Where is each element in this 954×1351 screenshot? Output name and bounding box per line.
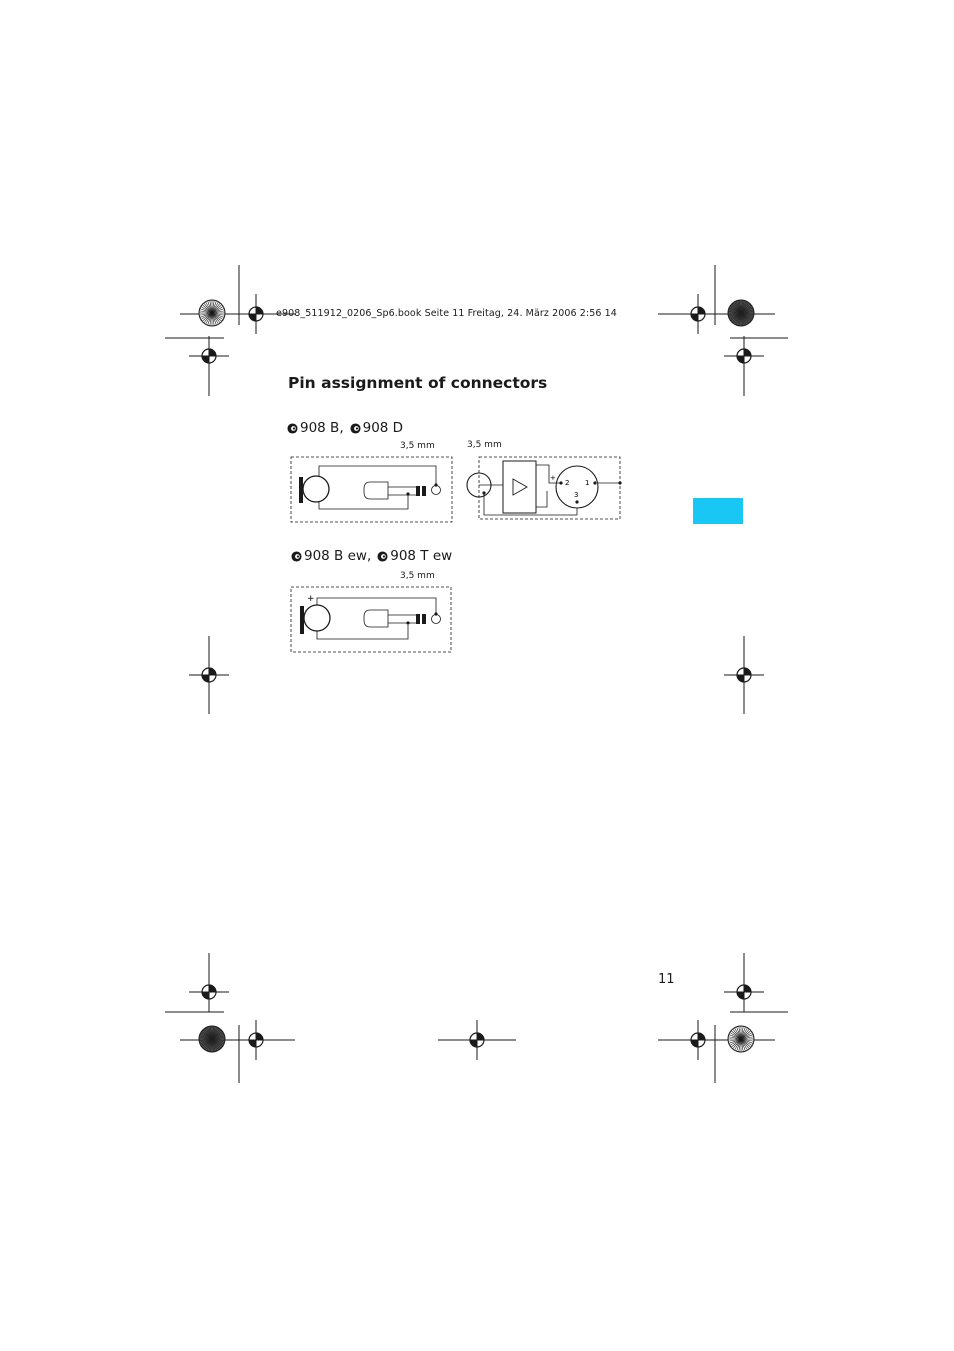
page-number: 11 xyxy=(658,972,675,987)
pin-2-label: 2 xyxy=(565,479,570,487)
starburst-icon xyxy=(199,300,225,326)
xlr-wiring-diagram xyxy=(464,455,624,525)
crosshair-target-icon xyxy=(724,336,764,376)
crosshair-target-icon xyxy=(678,294,718,334)
model-908b: 908 B, xyxy=(300,420,344,436)
crosshair-target-icon xyxy=(189,972,229,1012)
sennheiser-logo-icon xyxy=(350,423,361,434)
dimension-label-right: 3,5 mm xyxy=(467,440,502,450)
jack-wiring-diagram-1 xyxy=(288,455,456,525)
sennheiser-logo-icon xyxy=(291,551,302,562)
plus-sign: + xyxy=(307,594,315,604)
crosshair-target-icon xyxy=(678,1020,718,1060)
crosshair-target-icon xyxy=(236,1020,276,1060)
starburst-icon xyxy=(728,300,754,326)
section2-heading xyxy=(291,548,452,564)
section1-heading xyxy=(287,420,403,436)
model-908d: 908 D xyxy=(362,420,404,436)
sennheiser-logo-icon xyxy=(287,423,298,434)
jack-wiring-diagram-2 xyxy=(288,585,456,655)
header-file-info: e908_511912_0206_Sp6.book Seite 11 Freitag, 24. März 2006 2:56 14 xyxy=(276,308,617,319)
pin-3-label: 3 xyxy=(574,491,579,499)
crosshair-target-icon xyxy=(457,1020,497,1060)
pin-1-label: 1 xyxy=(585,479,590,487)
sennheiser-logo-icon xyxy=(377,551,388,562)
dimension-label-2: 3,5 mm xyxy=(400,571,435,581)
starburst-icon xyxy=(728,1026,754,1052)
starburst-icon xyxy=(199,1026,225,1052)
crosshair-target-icon xyxy=(724,655,764,695)
crosshair-target-icon xyxy=(236,294,276,334)
model-908t-ew: 908 T ew xyxy=(390,548,453,564)
model-908b-ew: 908 B ew, xyxy=(304,548,372,564)
crosshair-target-icon xyxy=(189,655,229,695)
crosshair-target-icon xyxy=(724,972,764,1012)
plus-sign: + xyxy=(550,474,556,482)
crosshair-target-icon xyxy=(189,336,229,376)
dimension-label-left: 3,5 mm xyxy=(400,441,435,451)
page-title: Pin assignment of connectors xyxy=(288,374,548,392)
language-tab xyxy=(693,498,743,524)
